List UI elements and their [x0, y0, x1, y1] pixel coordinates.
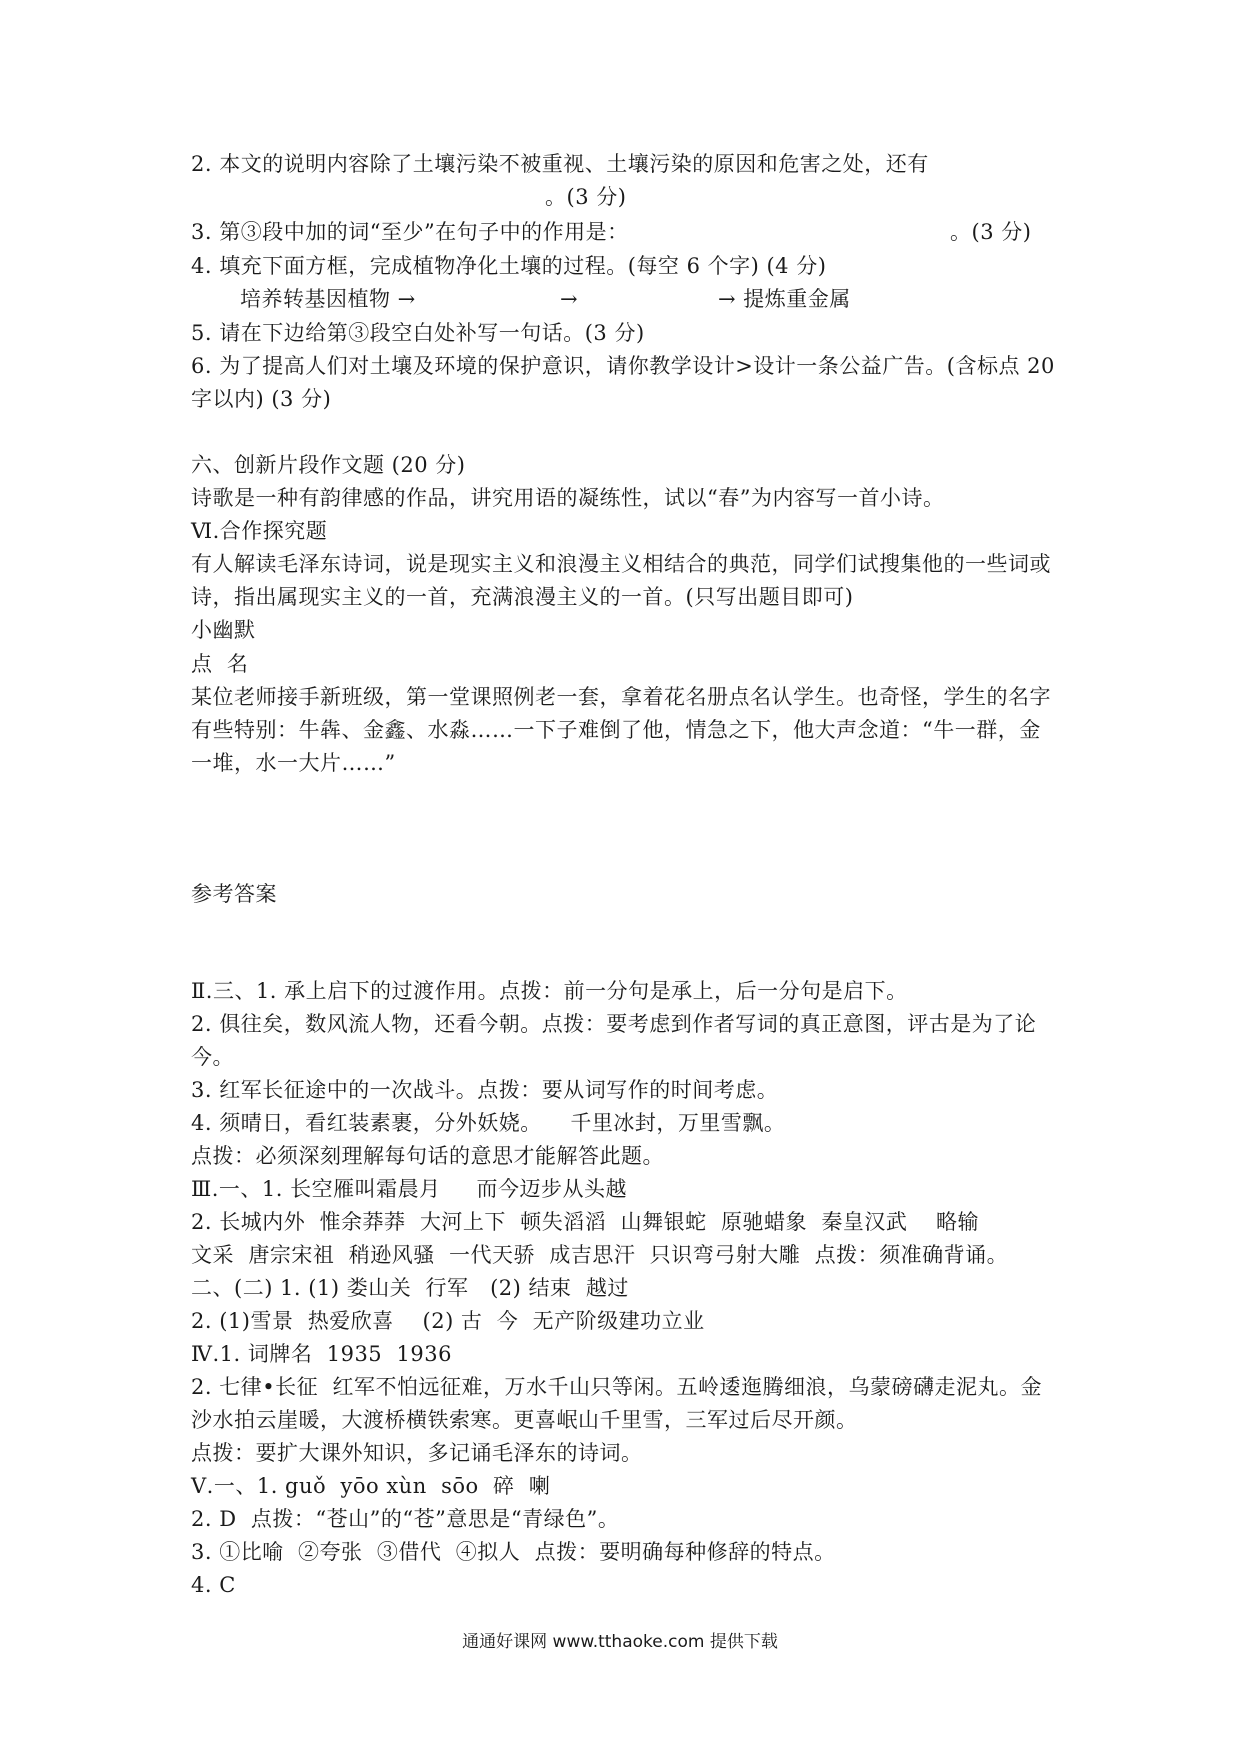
section-6-title: 六、创新片段作文题 (20 分) [191, 453, 466, 477]
answers-heading: 参考答案 [191, 882, 277, 906]
answer-line: 2. 长城内外 惟余莽莽 大河上下 顿失滔滔 山舞银蛇 原驰蜡象 秦皇汉武 略输 [191, 1210, 980, 1234]
question-6-line-1: 6. 为了提高人们对土壤及环境的保护意识，请你教学设计>设计一条公益广告。(含标点 20 [191, 354, 1055, 378]
answer-line: 2. (1)雪景 热爱欣喜 (2) 古 今 无产阶级建功立业 [191, 1309, 705, 1333]
question-5: 5. 请在下边给第③段空白处补写一句话。(3 分) [191, 321, 645, 345]
answer-line: 4. C [191, 1573, 236, 1597]
question-4-flow-end: → 提炼重金属 [718, 287, 851, 311]
answer-line: 二、(二) 1. (1) 娄山关 行军 (2) 结束 越过 [191, 1276, 629, 1300]
answer-line: 今。 [191, 1045, 234, 1069]
answer-line: 4. 须晴日，看红装素裹，分外妖娆。 千里冰封，万里雪飘。 [191, 1111, 786, 1135]
answer-line: 沙水拍云崖暖，大渡桥横铁索寒。更喜岷山千里雪，三军过后尽开颜。 [191, 1408, 858, 1432]
answer-line: 3. 红军长征途中的一次战斗。点拨：要从词写作的时间考虑。 [191, 1078, 779, 1102]
question-3-text: 3. 第③段中加的词“至少”在句子中的作用是： [191, 220, 629, 244]
answer-line: 2. D 点拨：“苍山”的“苍”意思是“青绿色”。 [191, 1507, 620, 1531]
page-footer: 通通好课网 www.tthaoke.com 提供下载 [462, 1632, 778, 1652]
section-7-line-2: 诗，指出属现实主义的一首，充满浪漫主义的一首。(只写出题目即可) [191, 585, 854, 609]
question-4: 4. 填充下面方框，完成植物净化土壤的过程。(每空 6 个字) (4 分) [191, 254, 827, 278]
answer-line: Ⅱ.三、1. 承上启下的过渡作用。点拨：前一分句是承上，后一分句是启下。 [191, 979, 908, 1003]
humor-line-2: 有些特别：牛犇、金鑫、水淼……一下子难倒了他，情急之下，他大声念道：“牛一群，金 [191, 718, 1041, 742]
answer-line: 文采 唐宗宋祖 稍逊风骚 一代天骄 成吉思汗 只识弯弓射大雕 点拨：须准确背诵。 [191, 1243, 1009, 1267]
answer-line: Ⅴ.一、1. guǒ yōo xùn sōo 碎 喇 [191, 1474, 551, 1498]
question-2-line-1: 2. 本文的说明内容除了土壤污染不被重视、土壤污染的原因和危害之处，还有 [191, 152, 929, 176]
section-7-title: Ⅵ.合作探究题 [191, 519, 328, 543]
humor-title: 点 名 [191, 652, 249, 676]
question-4-flow-mid: → [560, 287, 579, 311]
humor-line-1: 某位老师接手新班级，第一堂课照例老一套，拿着花名册点名认学生。也奇怪，学生的名字 [191, 685, 1051, 709]
answer-line: Ⅳ.1. 词牌名 1935 1936 [191, 1342, 452, 1366]
answer-line: 点拨：要扩大课外知识，多记诵毛泽东的诗词。 [191, 1441, 643, 1465]
answer-line: Ⅲ.一、1. 长空雁叫霜晨月 而今迈步从头越 [191, 1177, 628, 1201]
section-7-line-1: 有人解读毛泽东诗词，说是现实主义和浪漫主义相结合的典范，同学们试搜集他的一些词或 [191, 552, 1051, 576]
answer-line: 3. ①比喻 ②夸张 ③借代 ④拟人 点拨：要明确每种修辞的特点。 [191, 1540, 836, 1564]
answer-line: 2. 俱往矣，数风流人物，还看今朝。点拨：要考虑到作者写词的真正意图，评古是为了论 [191, 1012, 1037, 1036]
answer-line: 2. 七律•长征 红军不怕远征难，万水千山只等闲。五岭逶迤腾细浪，乌蒙磅礴走泥丸。金 [191, 1375, 1042, 1399]
question-2-line-2: 。(3 分) [545, 185, 627, 209]
section-6-body: 诗歌是一种有韵律感的作品，讲究用语的凝练性，试以“春”为内容写一首小诗。 [191, 486, 945, 510]
humor-heading: 小幽默 [191, 618, 256, 642]
question-6-line-2: 字以内) (3 分) [191, 387, 332, 411]
question-3-score: 。(3 分) [950, 220, 1032, 244]
humor-line-3: 一堆，水一大片……” [191, 751, 396, 775]
answer-line: 点拨：必须深刻理解每句话的意思才能解答此题。 [191, 1144, 664, 1168]
question-4-flow-start: 培养转基因植物 → [240, 287, 416, 311]
